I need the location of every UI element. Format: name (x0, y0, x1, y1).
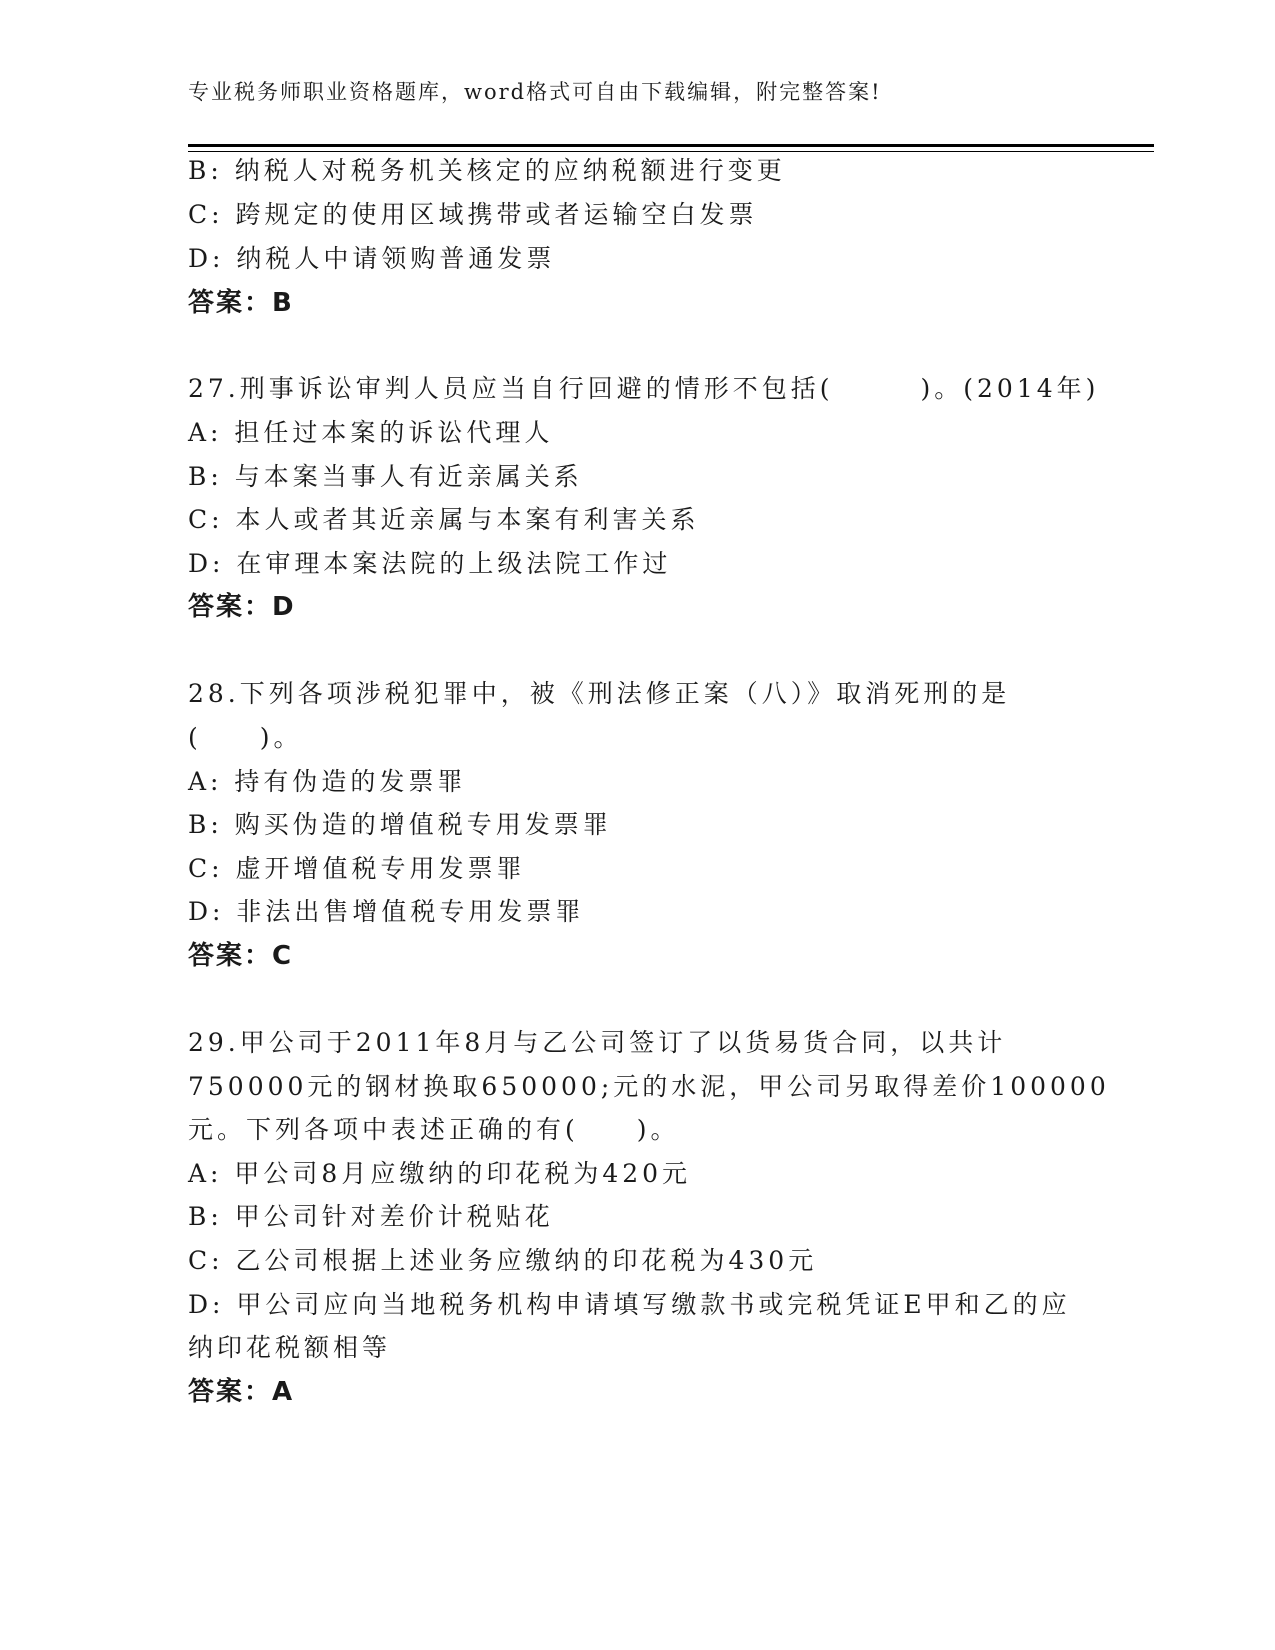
answer: 答案：B (188, 288, 294, 318)
option-c: C: 乙公司根据上述业务应缴纳的印花税为430元 (188, 1246, 818, 1275)
option-b: B: 甲公司针对差价计税贴花 (188, 1202, 554, 1231)
option-d-cont: 纳印花税额相等 (188, 1333, 392, 1362)
option-c: C: 本人或者其近亲属与本案有利害关系 (188, 505, 700, 534)
header-rule-thick (188, 144, 1154, 147)
option-c: C: 虚开增值税专用发票罪 (188, 854, 526, 883)
question-27-stem: 27.刑事诉讼审判人员应当自行回避的情形不包括( )。(2014年) (188, 374, 1100, 403)
option-d: D: 在审理本案法院的上级法院工作过 (188, 549, 672, 578)
answer: 答案：D (188, 592, 296, 622)
option-c: C: 跨规定的使用区域携带或者运输空白发票 (188, 200, 758, 229)
question-29-stem: 29.甲公司于2011年8月与乙公司签订了以货易货合同，以共计 (188, 1028, 1007, 1057)
option-b: B: 纳税人对税务机关核定的应纳税额进行变更 (188, 156, 786, 185)
option-d: D: 非法出售增值税专用发票罪 (188, 897, 585, 926)
option-d: D: 纳税人中请领购普通发票 (188, 244, 556, 273)
answer: 答案：C (188, 941, 294, 971)
option-b: B: 购买伪造的增值税专用发票罪 (188, 810, 612, 839)
option-a: A: 甲公司8月应缴纳的印花税为420元 (188, 1159, 692, 1188)
option-b: B: 与本案当事人有近亲属关系 (188, 462, 583, 491)
option-d: D: 甲公司应向当地税务机构申请填写缴款书或完税凭证E甲和乙的应 (188, 1290, 1071, 1319)
answer: 答案：A (188, 1377, 295, 1407)
option-a: A: 担任过本案的诉讼代理人 (188, 418, 554, 447)
header-rule-thin (188, 151, 1154, 152)
question-29-stem-cont: 750000元的钢材换取650000;元的水泥，甲公司另取得差价100000 (188, 1072, 1110, 1101)
question-28-stem: 28.下列各项涉税犯罪中，被《刑法修正案（八）》取消死刑的是 (188, 679, 1011, 708)
page-header: 专业税务师职业资格题库，word格式可自由下载编辑，附完整答案! (188, 80, 882, 104)
option-a: A: 持有伪造的发票罪 (188, 767, 467, 796)
question-29-stem-cont: 元。下列各项中表述正确的有( )。 (188, 1115, 680, 1144)
question-28-stem-cont: ( )。 (188, 723, 303, 752)
